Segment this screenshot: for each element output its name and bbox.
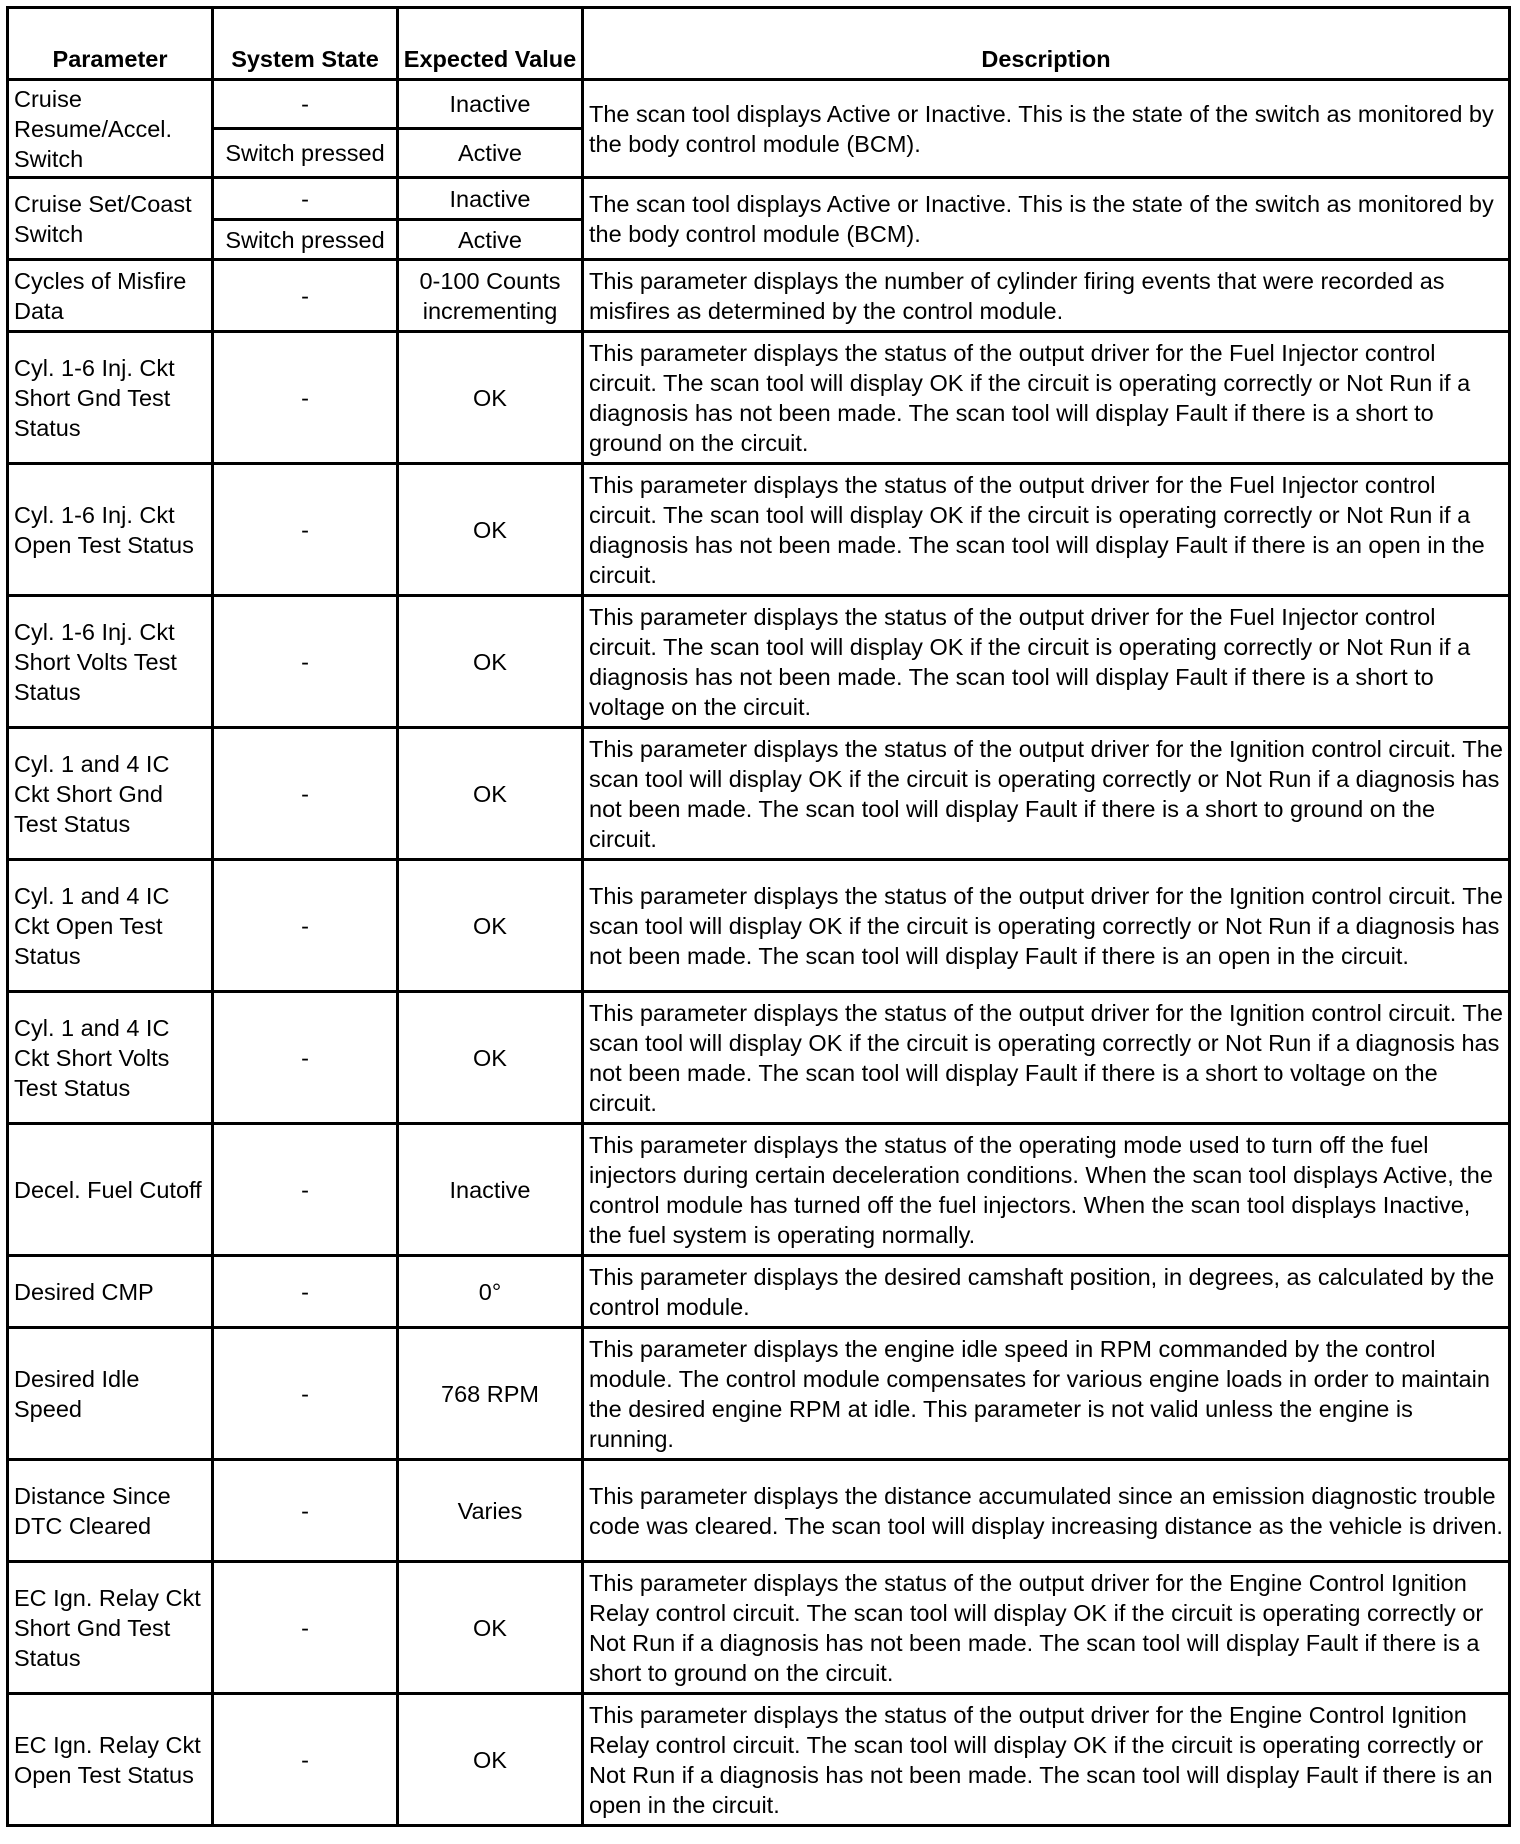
parameter-cell: Cyl. 1 and 4 IC Ckt Open Test Status <box>8 860 213 992</box>
expected-value-cell: OK <box>398 860 583 992</box>
description-cell: This parameter displays the status of the output driver for the Engine Control Ignition Relay control circuit. The scan tool will display OK if the circuit is operating correctly or Not Run if a diagnosis has not been made. The scan tool will display Fault if there is an open in the circuit. <box>583 1694 1510 1826</box>
parameter-cell: Cyl. 1-6 Inj. Ckt Short Volts Test Status <box>8 596 213 728</box>
expected-value-cell: OK <box>398 332 583 464</box>
expected-value-cell: OK <box>398 464 583 596</box>
description-cell: This parameter displays the number of cylinder firing events that were recorded as misfires as determined by the control module. <box>583 260 1510 332</box>
table-row <box>8 1256 1510 1328</box>
parameter-cell: Cyl. 1-6 Inj. Ckt Open Test Status <box>8 464 213 596</box>
system-state-cell: - <box>213 1256 398 1328</box>
parameter-cell: Cyl. 1 and 4 IC Ckt Short Volts Test Status <box>8 992 213 1124</box>
expected-value-cell: OK <box>398 992 583 1124</box>
parameter-cell: Cruise Resume/Accel. Switch <box>8 80 213 178</box>
parameter-cell: Desired Idle Speed <box>8 1328 213 1460</box>
table-row <box>8 1328 1510 1460</box>
parameter-cell: Desired CMP <box>8 1256 213 1328</box>
parameter-cell: Distance Since DTC Cleared <box>8 1460 213 1562</box>
system-state-cell: - <box>213 464 398 596</box>
system-state-cell: - <box>213 1124 398 1256</box>
system-state-cell: - <box>213 178 398 220</box>
description-cell: This parameter displays the status of the output driver for the Ignition control circuit. The scan tool will display OK if the circuit is operating correctly or Not Run if a diagnosis has not been made. The scan tool will display Fault if there is an open in the circuit. <box>583 860 1510 992</box>
system-state-cell: - <box>213 596 398 728</box>
expected-value-cell: OK <box>398 1694 583 1826</box>
description-cell: This parameter displays the status of the operating mode used to turn off the fuel injectors during certain deceleration conditions. When the scan tool displays Active, the control module has turned off the fuel injectors. When the scan tool displays Inactive, the fuel system is operating normally. <box>583 1124 1510 1256</box>
description-cell: This parameter displays the status of the output driver for the Fuel Injector control circuit. The scan tool will display OK if the circuit is operating correctly or Not Run if a diagnosis has not been made. The scan tool will display Fault if there is an open in the circuit. <box>583 464 1510 596</box>
system-state-cell: - <box>213 1694 398 1826</box>
system-state-cell: Switch pressed <box>213 129 398 178</box>
table-header-row <box>8 8 1510 80</box>
description-cell: This parameter displays the desired camshaft position, in degrees, as calculated by the control module. <box>583 1256 1510 1328</box>
description-cell: This parameter displays the distance accumulated since an emission diagnostic trouble code was cleared. The scan tool will display increasing distance as the vehicle is driven. <box>583 1460 1510 1562</box>
table-row <box>8 596 1510 728</box>
expected-value-cell: Active <box>398 129 583 178</box>
table-row <box>8 1562 1510 1694</box>
parameter-cell: Cycles of Misfire Data <box>8 260 213 332</box>
description-cell: The scan tool displays Active or Inactive. This is the state of the switch as monitored by the body control module (BCM). <box>583 178 1510 260</box>
parameter-table <box>6 6 1511 1827</box>
description-cell: This parameter displays the status of the output driver for the Ignition control circuit. The scan tool will display OK if the circuit is operating correctly or Not Run if a diagnosis has not been made. The scan tool will display Fault if there is a short to ground on the circuit. <box>583 728 1510 860</box>
system-state-cell: - <box>213 860 398 992</box>
expected-value-cell: 0° <box>398 1256 583 1328</box>
system-state-cell: - <box>213 728 398 860</box>
table-row <box>8 260 1510 332</box>
table-row <box>8 1694 1510 1826</box>
header-description: Description <box>583 8 1510 80</box>
system-state-cell: - <box>213 1562 398 1694</box>
table-row <box>8 332 1510 464</box>
table-row <box>8 992 1510 1124</box>
header-expected-value: Expected Value <box>398 8 583 80</box>
system-state-cell: - <box>213 80 398 129</box>
description-cell: This parameter displays the status of the output driver for the Engine Control Ignition Relay control circuit. The scan tool will display OK if the circuit is operating correctly or Not Run if a diagnosis has not been made. The scan tool will display Fault if there is a short to ground on the circuit. <box>583 1562 1510 1694</box>
header-system-state: System State <box>213 8 398 80</box>
table-row <box>8 80 1510 129</box>
expected-value-cell: OK <box>398 1562 583 1694</box>
description-cell: This parameter displays the status of the output driver for the Ignition control circuit. The scan tool will display OK if the circuit is operating correctly or Not Run if a diagnosis has not been made. The scan tool will display Fault if there is a short to voltage on the circuit. <box>583 992 1510 1124</box>
system-state-cell: - <box>213 992 398 1124</box>
expected-value-cell: Active <box>398 220 583 260</box>
expected-value-cell: Inactive <box>398 1124 583 1256</box>
description-cell: This parameter displays the status of the output driver for the Fuel Injector control circuit. The scan tool will display OK if the circuit is operating correctly or Not Run if a diagnosis has not been made. The scan tool will display Fault if there is a short to ground on the circuit. <box>583 332 1510 464</box>
expected-value-cell: Inactive <box>398 178 583 220</box>
parameter-cell: EC Ign. Relay Ckt Open Test Status <box>8 1694 213 1826</box>
table-row <box>8 860 1510 992</box>
parameter-cell: Cruise Set/Coast Switch <box>8 178 213 260</box>
table-row <box>8 464 1510 596</box>
expected-value-cell: OK <box>398 596 583 728</box>
parameter-cell: Decel. Fuel Cutoff <box>8 1124 213 1256</box>
parameter-cell: EC Ign. Relay Ckt Short Gnd Test Status <box>8 1562 213 1694</box>
system-state-cell: Switch pressed <box>213 220 398 260</box>
parameter-cell: Cyl. 1 and 4 IC Ckt Short Gnd Test Status <box>8 728 213 860</box>
expected-value-cell: Varies <box>398 1460 583 1562</box>
parameter-cell: Cyl. 1-6 Inj. Ckt Short Gnd Test Status <box>8 332 213 464</box>
description-cell: This parameter displays the status of the output driver for the Fuel Injector control circuit. The scan tool will display OK if the circuit is operating correctly or Not Run if a diagnosis has not been made. The scan tool will display Fault if there is a short to voltage on the circuit. <box>583 596 1510 728</box>
description-cell: The scan tool displays Active or Inactive. This is the state of the switch as monitored by the body control module (BCM). <box>583 80 1510 178</box>
table-row <box>8 728 1510 860</box>
expected-value-cell: OK <box>398 728 583 860</box>
system-state-cell: - <box>213 260 398 332</box>
table-row <box>8 1124 1510 1256</box>
description-cell: This parameter displays the engine idle speed in RPM commanded by the control module. The control module compensates for various engine loads in order to maintain the desired engine RPM at idle. This parameter is not valid unless the engine is running. <box>583 1328 1510 1460</box>
table-row <box>8 178 1510 220</box>
table-row <box>8 1460 1510 1562</box>
system-state-cell: - <box>213 1460 398 1562</box>
header-parameter: Parameter <box>8 8 213 80</box>
expected-value-cell: Inactive <box>398 80 583 129</box>
expected-value-cell: 768 RPM <box>398 1328 583 1460</box>
system-state-cell: - <box>213 332 398 464</box>
system-state-cell: - <box>213 1328 398 1460</box>
expected-value-cell: 0-100 Counts incrementing <box>398 260 583 332</box>
